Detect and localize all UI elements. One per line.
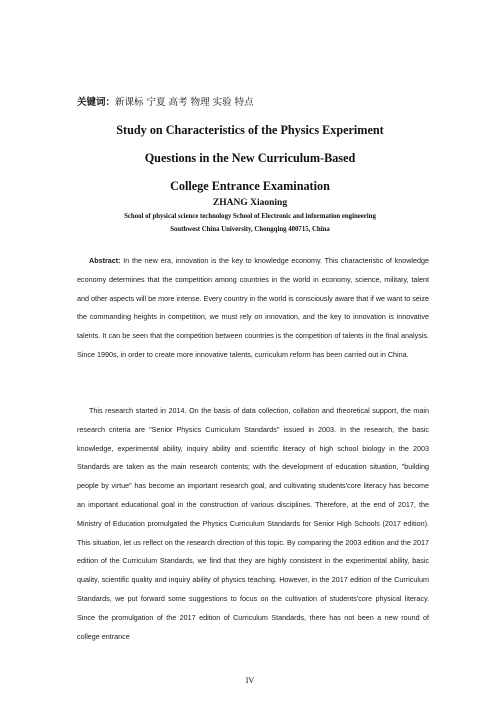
affiliation-line-2: Southwest China University, Chongqing 400715, China [170, 226, 330, 233]
chinese-keywords [77, 94, 254, 108]
title-line-2: Questions in the New Curriculum-Based [144, 151, 356, 165]
author-name: ZHANG Xiaoning [212, 198, 288, 208]
title-line-1: Study on Characteristics of the Physics Experiment [116, 123, 384, 137]
title-line-3: College Entrance Examination [170, 179, 330, 193]
keywords-terms: 新课标 宁夏 高考 物理 实验 特点 [115, 97, 254, 108]
keywords-label: 关键词： [77, 97, 116, 108]
abstract-label: Abstract: [89, 256, 121, 265]
abstract-paragraph-1-text: In the new era, innovation is the key to knowledge economy. This characteristic of knowledge economy determines that the competition among countries in the world in economy, science, military, talent and other aspects will be more intense. Every country in the world is consciously aware that if we want to seize the commanding heights in competition, we must rely on innovation, and the key to innovation is innovative talents. It can be seen that the competition between countries is the competition of talents in the final analysis. Since 1990s, in order to create more innovative talents, curriculum reform has been carried out in China. [77, 256, 429, 359]
abstract-paragraph-2: This research started in 2014. On the basis of data collection, collation and theoretical support, the main research criteria are "Senior Physics Curriculum Standards" issued in 2003. In the research, the basic knowledge, experimental ability, inquiry ability and scientific literacy of high school biology in the 2003 Standards are taken as the main research contents; with the development of education situation, "building people by virtue" has become an important research goal, and cultivating students'core literacy has become an important educational goal in the construction of various disciplines. Therefore, at the end of 2017, the Ministry of Education promulgated the Physics Curriculum Standards for Senior High Schools (2017 edition). This situation, let us reflect on the research direction of this topic. By comparing the 2003 edition and the 2017 edition of the Curriculum Standards, we find that they are highly consistent in the experimental ability, basic quality, scientific quality and inquiry ability of physics teaching. However, in the 2017 edition of the Curriculum Standards, we put forward some suggestions to focus on the cultivation of students'core physical literacy. Since the promulgation of the 2017 edition of Curriculum Standards, there has not been a new round of college entrance [77, 406, 429, 641]
affiliation-line-1: School of physical science technology School of Electronic and information engineering [124, 213, 376, 220]
page-number: IV [245, 676, 255, 685]
abstract-paragraph-1 [77, 252, 429, 365]
